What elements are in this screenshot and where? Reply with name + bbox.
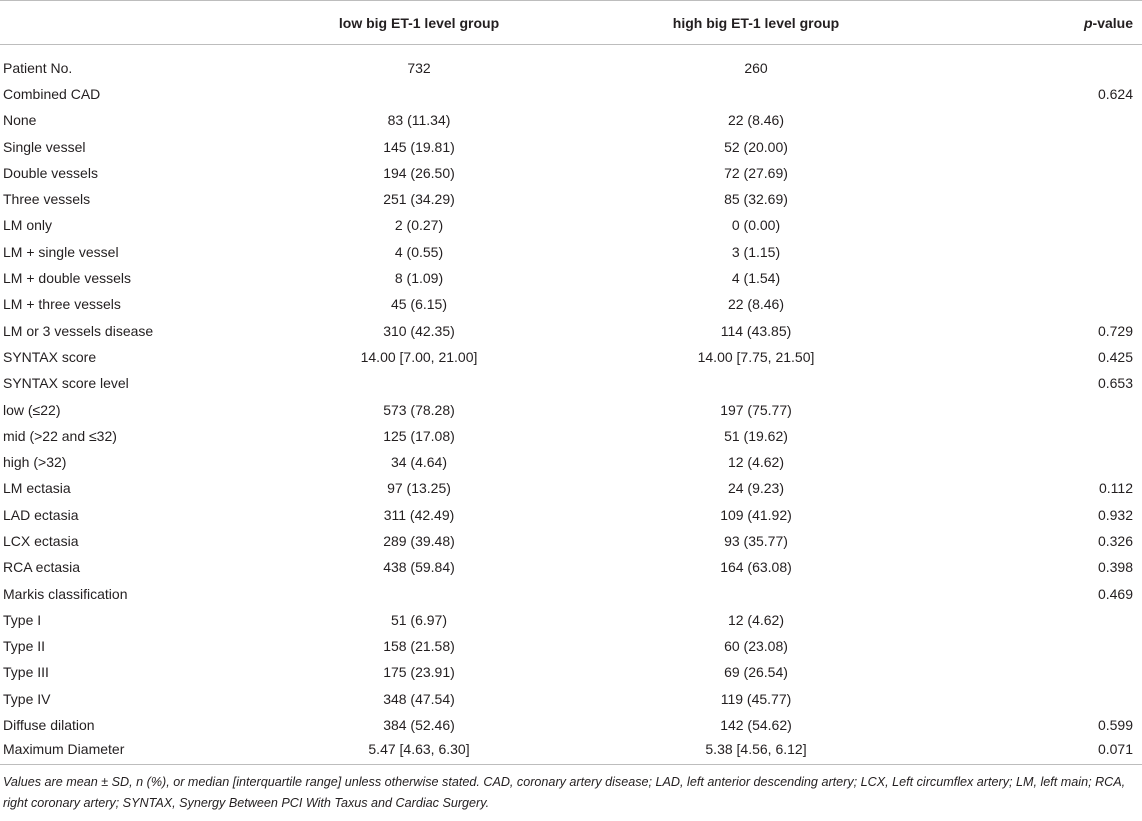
row-label: Combined CAD bbox=[3, 85, 101, 102]
row-p-value: 0.653 bbox=[1097, 375, 1133, 392]
table-row bbox=[0, 580, 1142, 606]
header-row bbox=[0, 1, 1142, 45]
row-p-value bbox=[948, 423, 1142, 449]
row-p-value bbox=[948, 659, 1142, 685]
row-low-value: 438 (59.84) bbox=[383, 559, 455, 576]
table-header bbox=[0, 1, 1142, 45]
row-high-value: 72 (27.69) bbox=[724, 164, 788, 181]
row-high-value: 24 (9.23) bbox=[727, 480, 785, 497]
row-low-value: 573 (78.28) bbox=[383, 401, 455, 418]
row-low-value: 194 (26.50) bbox=[383, 164, 455, 181]
table-row bbox=[0, 81, 1142, 107]
row-high-value: 69 (26.54) bbox=[724, 664, 788, 681]
row-label: LM or 3 vessels disease bbox=[3, 322, 154, 339]
table-row bbox=[0, 133, 1142, 159]
row-high-value: 52 (20.00) bbox=[724, 138, 788, 155]
row-high-value: 51 (19.62) bbox=[724, 427, 788, 444]
row-p-value: 0.729 bbox=[1097, 322, 1133, 339]
row-low-value: 175 (23.91) bbox=[383, 664, 455, 681]
header-label bbox=[0, 1, 262, 45]
row-label: LM only bbox=[3, 217, 53, 234]
row-p-value bbox=[948, 160, 1142, 186]
row-p-value: 0.599 bbox=[1097, 717, 1133, 734]
row-low-value: 158 (21.58) bbox=[383, 638, 455, 655]
row-p-value bbox=[948, 607, 1142, 633]
table-row bbox=[0, 738, 1142, 764]
row-high-value: 164 (63.08) bbox=[720, 559, 792, 576]
row-high-value: 60 (23.08) bbox=[724, 638, 788, 655]
row-p-value bbox=[948, 55, 1142, 81]
row-label: Type IV bbox=[3, 690, 51, 707]
row-low-value: 83 (11.34) bbox=[387, 112, 451, 129]
row-label: mid (>22 and ≤32) bbox=[3, 427, 117, 444]
row-p-value: 0.624 bbox=[1097, 85, 1133, 102]
row-label: LM ectasia bbox=[3, 480, 71, 497]
table-row bbox=[0, 449, 1142, 475]
row-p-value bbox=[948, 291, 1142, 317]
header-p-italic: p bbox=[1083, 14, 1093, 31]
table-row bbox=[0, 554, 1142, 580]
row-label: SYNTAX score bbox=[3, 348, 97, 365]
row-low-value: 45 (6.15) bbox=[390, 296, 448, 313]
row-label: LM + three vessels bbox=[3, 296, 121, 313]
row-high-value: 12 (4.62) bbox=[727, 454, 785, 471]
row-label: Type III bbox=[3, 664, 49, 681]
row-high-value: 4 (1.54) bbox=[731, 270, 781, 287]
row-p-value bbox=[948, 239, 1142, 265]
row-label: None bbox=[3, 112, 37, 129]
row-p-value bbox=[948, 633, 1142, 659]
row-label: Markis classification bbox=[3, 585, 128, 602]
row-label: LM + single vessel bbox=[3, 243, 119, 260]
row-p-value bbox=[948, 212, 1142, 238]
row-p-value bbox=[948, 265, 1142, 291]
row-low-value: 4 (0.55) bbox=[394, 243, 444, 260]
row-label: Three vessels bbox=[3, 191, 91, 208]
table-row bbox=[0, 370, 1142, 396]
row-p-value: 0.071 bbox=[1097, 741, 1133, 758]
row-low-value bbox=[262, 580, 552, 606]
row-high-value bbox=[552, 81, 948, 107]
row-high-value: 22 (8.46) bbox=[727, 296, 785, 313]
row-p-value: 0.469 bbox=[1097, 585, 1133, 602]
row-p-value bbox=[948, 449, 1142, 475]
row-label: Single vessel bbox=[3, 138, 86, 155]
table-row bbox=[0, 686, 1142, 712]
row-label: high (>32) bbox=[3, 454, 67, 471]
row-label: Patient No. bbox=[3, 59, 73, 76]
row-low-value: 251 (34.29) bbox=[383, 191, 455, 208]
row-p-value: 0.932 bbox=[1097, 506, 1133, 523]
row-low-value: 8 (1.09) bbox=[394, 270, 444, 287]
table-row bbox=[0, 160, 1142, 186]
spacer-row bbox=[0, 45, 1142, 55]
row-high-value: 119 (45.77) bbox=[720, 690, 792, 707]
row-low-value: 97 (13.25) bbox=[387, 480, 451, 497]
table-row bbox=[0, 607, 1142, 633]
row-low-value: 5.47 [4.63, 6.30] bbox=[368, 741, 470, 758]
row-label: RCA ectasia bbox=[3, 559, 81, 576]
row-high-value: 85 (32.69) bbox=[724, 191, 788, 208]
row-low-value: 2 (0.27) bbox=[394, 217, 444, 234]
row-high-value: 5.38 [4.56, 6.12] bbox=[705, 741, 807, 758]
row-high-value: 114 (43.85) bbox=[720, 322, 792, 339]
row-p-value bbox=[948, 686, 1142, 712]
row-label: Diffuse dilation bbox=[3, 717, 95, 734]
table-body bbox=[0, 45, 1142, 765]
row-low-value: 125 (17.08) bbox=[383, 427, 455, 444]
table-row bbox=[0, 633, 1142, 659]
table-row bbox=[0, 107, 1142, 133]
header-low-group: low big ET-1 level group bbox=[338, 14, 500, 31]
table-row bbox=[0, 344, 1142, 370]
row-label: Double vessels bbox=[3, 164, 98, 181]
table-row bbox=[0, 186, 1142, 212]
header-p-suffix: -value bbox=[1092, 14, 1133, 31]
row-p-value bbox=[948, 396, 1142, 422]
row-p-value bbox=[948, 107, 1142, 133]
row-label: Type II bbox=[3, 638, 46, 655]
table-row bbox=[0, 239, 1142, 265]
row-label: Maximum Diameter bbox=[3, 741, 125, 758]
table-row bbox=[0, 712, 1142, 738]
row-low-value: 384 (52.46) bbox=[383, 717, 455, 734]
row-high-value: 93 (35.77) bbox=[724, 532, 788, 549]
row-low-value: 145 (19.81) bbox=[383, 138, 455, 155]
table-row bbox=[0, 55, 1142, 81]
table-row bbox=[0, 291, 1142, 317]
row-p-value bbox=[948, 186, 1142, 212]
row-high-value bbox=[552, 580, 948, 606]
row-p-value: 0.326 bbox=[1097, 532, 1133, 549]
row-high-value: 14.00 [7.75, 21.50] bbox=[697, 348, 815, 365]
row-low-value: 732 bbox=[407, 59, 431, 76]
table-row bbox=[0, 502, 1142, 528]
row-low-value: 14.00 [7.00, 21.00] bbox=[360, 348, 478, 365]
table-row bbox=[0, 423, 1142, 449]
row-p-value: 0.398 bbox=[1097, 559, 1133, 576]
row-high-value: 22 (8.46) bbox=[727, 112, 785, 129]
table-row bbox=[0, 212, 1142, 238]
row-low-value bbox=[262, 370, 552, 396]
row-high-value: 142 (54.62) bbox=[720, 717, 792, 734]
row-low-value: 311 (42.49) bbox=[383, 506, 455, 523]
row-label: LM + double vessels bbox=[3, 270, 132, 287]
row-high-value: 3 (1.15) bbox=[731, 243, 781, 260]
row-high-value: 260 bbox=[744, 59, 768, 76]
row-label: low (≤22) bbox=[3, 401, 61, 418]
row-low-value: 51 (6.97) bbox=[390, 611, 448, 628]
header-p-value bbox=[948, 1, 1142, 45]
table-footnote: Values are mean ± SD, n (%), or median [interquartile range] unless otherwise stated. CAD, coronary artery disease; LAD, left anterior descending artery; LCX, Left circumflex artery; LM, left main; RCA, right coronary artery; SYNTAX, Synergy Between PCI With Taxus and Cardiac Surgery. bbox=[3, 775, 1126, 810]
row-p-value bbox=[948, 133, 1142, 159]
header-high-group: high big ET-1 level group bbox=[672, 14, 840, 31]
row-p-value: 0.425 bbox=[1097, 348, 1133, 365]
row-label: SYNTAX score level bbox=[3, 375, 129, 392]
row-high-value: 0 (0.00) bbox=[731, 217, 781, 234]
row-high-value bbox=[552, 370, 948, 396]
row-low-value: 289 (39.48) bbox=[383, 532, 455, 549]
row-low-value: 34 (4.64) bbox=[390, 454, 448, 471]
table-row bbox=[0, 317, 1142, 343]
table-row bbox=[0, 659, 1142, 685]
table-row bbox=[0, 396, 1142, 422]
table-row bbox=[0, 475, 1142, 501]
row-low-value: 348 (47.54) bbox=[383, 690, 455, 707]
table-row bbox=[0, 265, 1142, 291]
row-low-value: 310 (42.35) bbox=[383, 322, 455, 339]
row-p-value: 0.112 bbox=[1099, 480, 1133, 497]
table-row bbox=[0, 528, 1142, 554]
row-label: Type I bbox=[3, 611, 42, 628]
row-low-value bbox=[262, 81, 552, 107]
row-high-value: 197 (75.77) bbox=[720, 401, 792, 418]
row-high-value: 12 (4.62) bbox=[727, 611, 785, 628]
row-label: LAD ectasia bbox=[3, 506, 79, 523]
row-high-value: 109 (41.92) bbox=[720, 506, 792, 523]
row-label: LCX ectasia bbox=[3, 532, 79, 549]
